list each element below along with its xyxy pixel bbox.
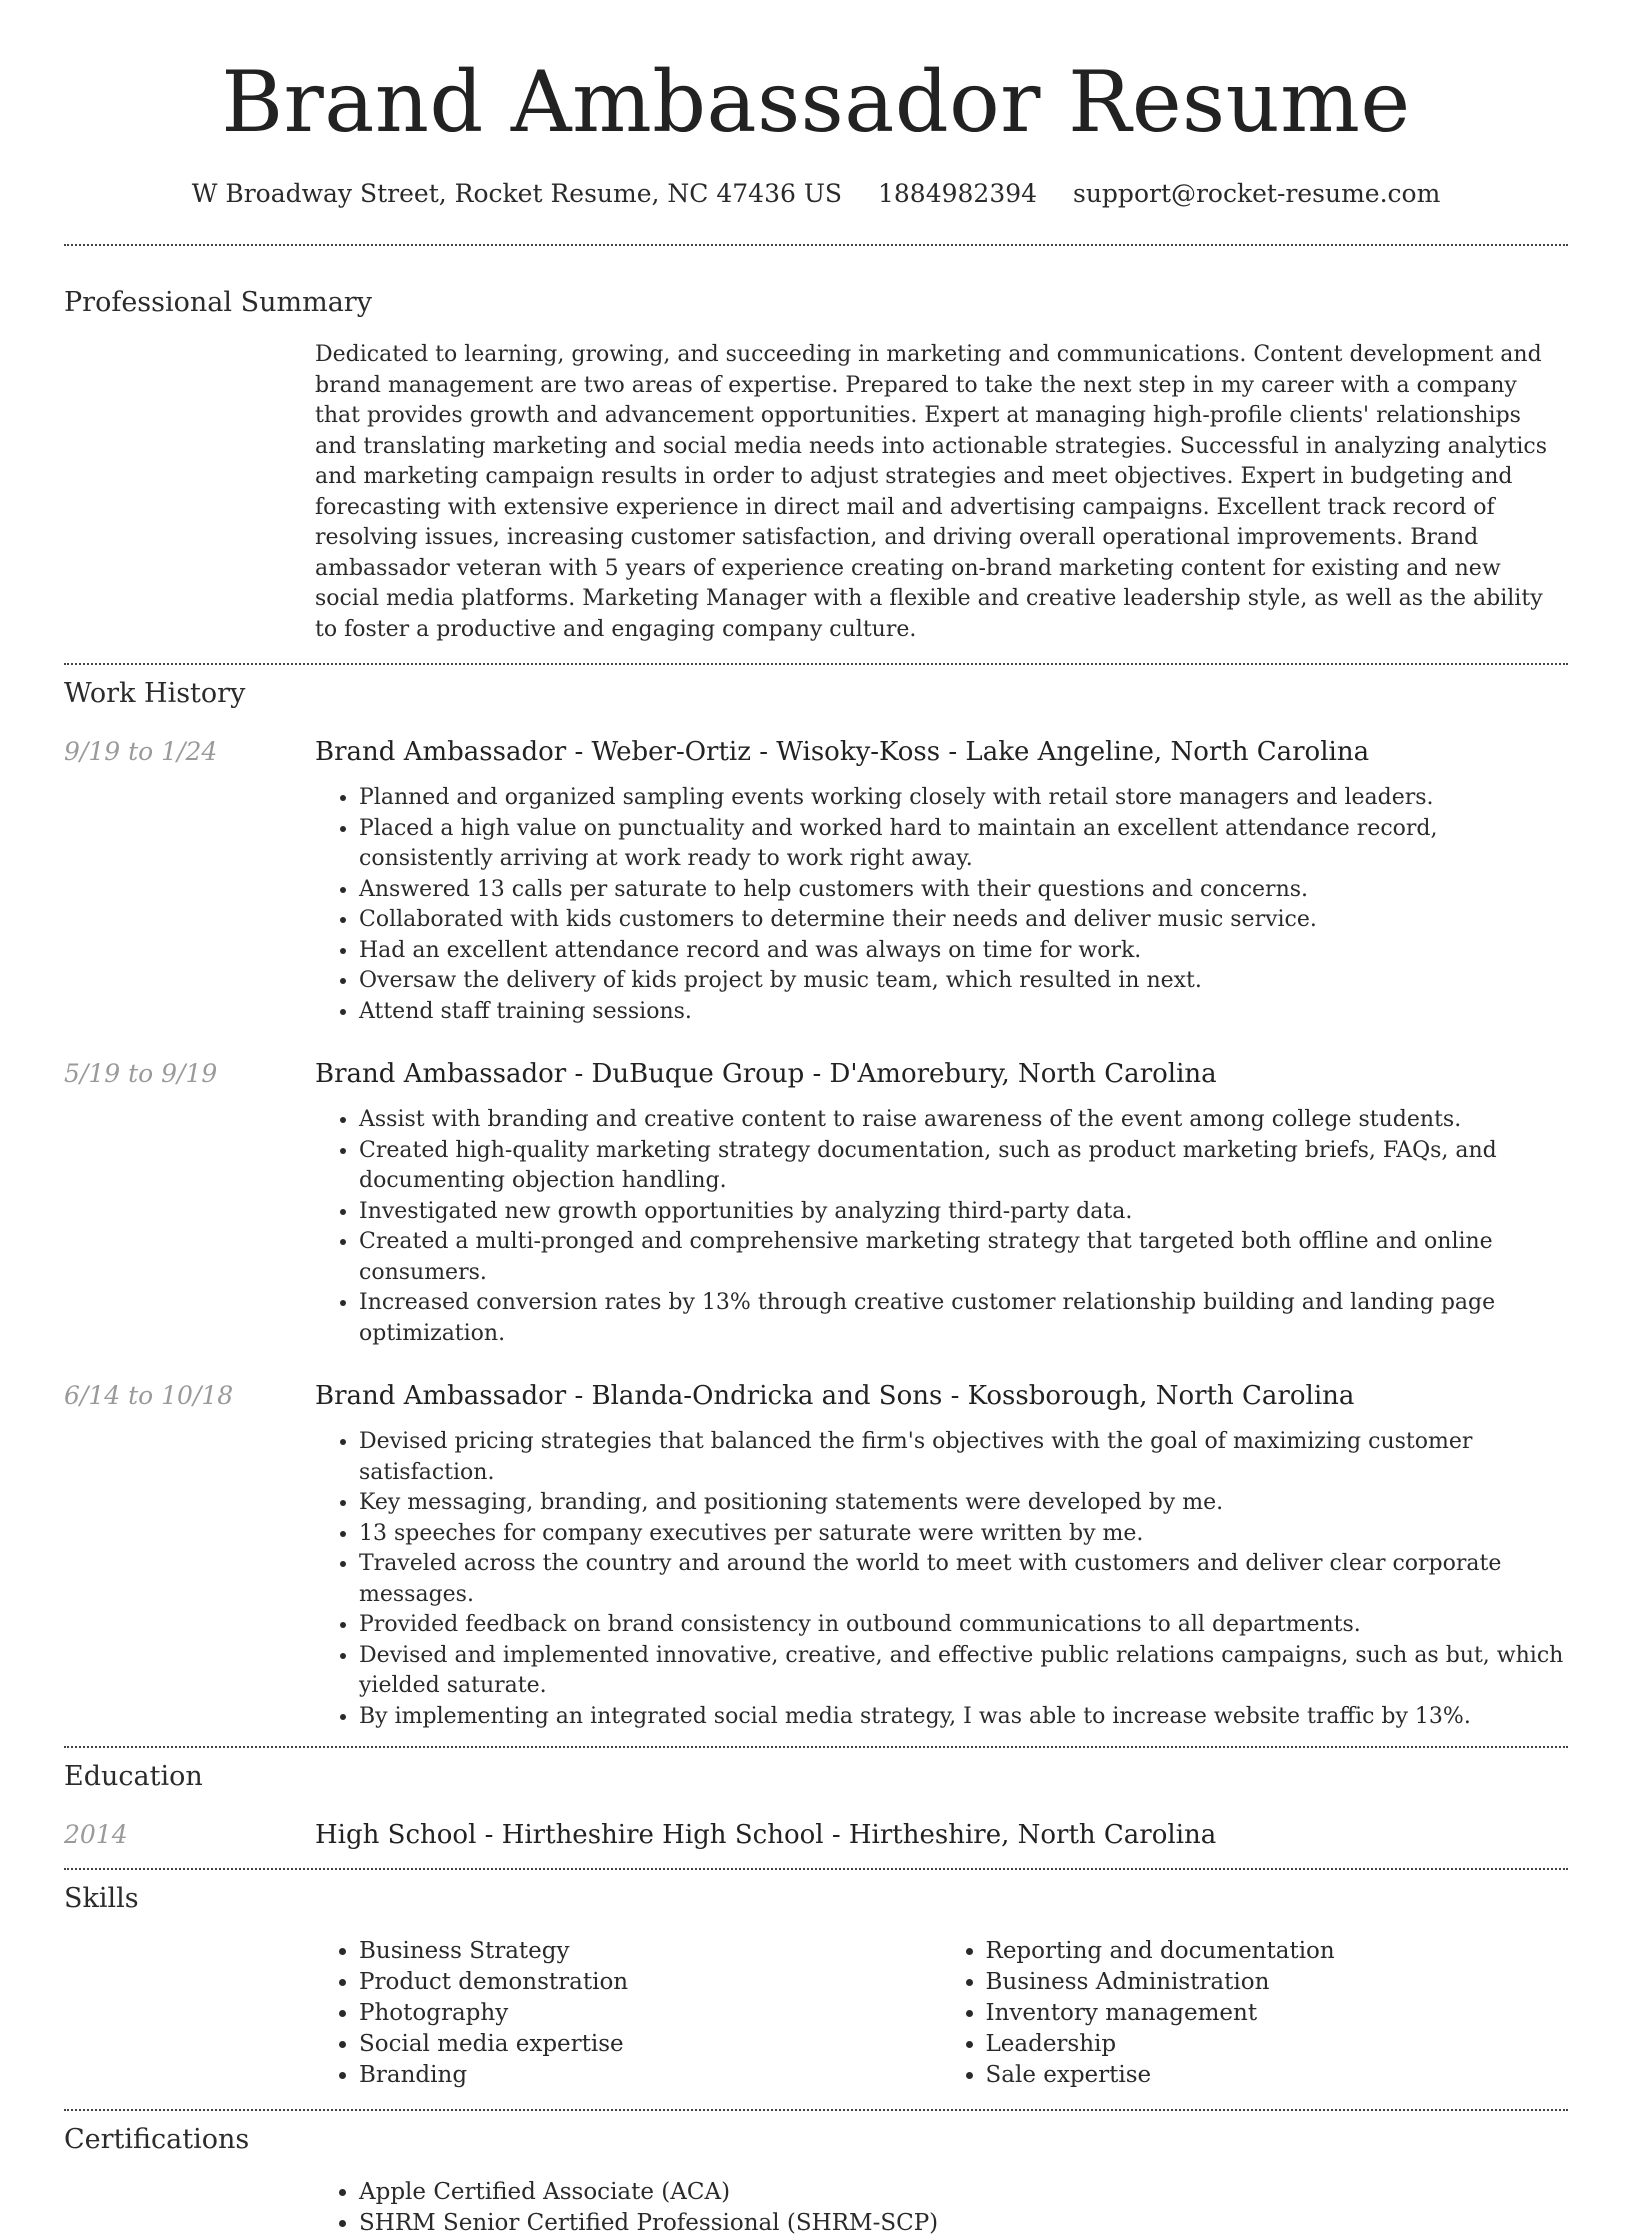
job-entry bbox=[64, 1057, 1568, 1349]
contact-address: W Broadway Street, Rocket Resume, NC 47436 US bbox=[191, 179, 843, 208]
skill-item: • Product demonstration bbox=[359, 1967, 942, 1998]
job-title: Brand Ambassador - DuBuque Group - D'Amorebury, North Carolina bbox=[315, 1059, 1217, 1089]
job-title: Brand Ambassador - Blanda-Ondricka and Sons - Kossborough, North Carolina bbox=[315, 1381, 1355, 1411]
list-item: • By implementing an integrated social media strategy, I was able to increase website traffic by 13%. bbox=[359, 1702, 1568, 1733]
list-item: • Placed a high value on punctuality and worked hard to maintain an excellent attendance record, consistently arriving at work ready to work right away. bbox=[359, 814, 1568, 875]
education-title: High School - Hirtheshire High School - Hirtheshire, North Carolina bbox=[315, 1820, 1217, 1850]
education-entry bbox=[64, 1818, 1568, 1852]
contact-phone: 1884982394 bbox=[877, 179, 1038, 208]
list-item: • Assist with branding and creative content to raise awareness of the event among college students. bbox=[359, 1105, 1568, 1136]
certifications-heading: Certifications bbox=[64, 2124, 250, 2155]
skill-item: • Reporting and documentation bbox=[986, 1936, 1569, 1967]
list-item: • Investigated new growth opportunities by analyzing third-party data. bbox=[359, 1197, 1568, 1228]
list-item: • Planned and organized sampling events working closely with retail store managers and leaders. bbox=[359, 783, 1568, 814]
job-date: 5/19 to 9/19 bbox=[64, 1059, 218, 1088]
education-date: 2014 bbox=[64, 1820, 128, 1849]
job-title: Brand Ambassador - Weber-Ortiz - Wisoky-Koss - Lake Angeline, North Carolina bbox=[315, 737, 1370, 767]
list-item: • Devised pricing strategies that balanced the firm's objectives with the goal of maximizing customer satisfaction. bbox=[359, 1427, 1568, 1488]
skills-column-left bbox=[315, 1936, 942, 2091]
list-item: • Collaborated with kids customers to determine their needs and deliver music service. bbox=[359, 905, 1568, 936]
certification-item: • SHRM Senior Certified Professional (SHRM-SCP) bbox=[359, 2208, 1568, 2239]
list-item: • Provided feedback on brand consistency in outbound communications to all departments. bbox=[359, 1610, 1568, 1641]
divider bbox=[64, 1746, 1568, 1748]
list-item: • Attend staff training sessions. bbox=[359, 997, 1568, 1028]
skill-item: • Branding bbox=[359, 2060, 942, 2091]
summary-text: Dedicated to learning, growing, and succeeding in marketing and communications. Content development and brand management are two areas of expertise. Prepared to take the next step in my career with a company that provides growth and advancement opportunities. Expert at managing high-profile clients' relationships and translating marketing and social media needs into actionable strategies. Successful in analyzing analytics and marketing campaign results in order to adjust strategies and meet objectives. Expert in budgeting and forecasting with extensive experience in direct mail and advertising campaigns. Excellent track record of resolving issues, increasing customer satisfaction, and driving overall operational improvements. Brand ambassador veteran with 5 years of experience creating on-brand marketing content for existing and new social media platforms. Marketing Manager with a flexible and creative leadership style, as well as the ability to foster a productive and engaging company culture. bbox=[315, 342, 1548, 642]
job-entry bbox=[64, 735, 1568, 1027]
education-heading: Education bbox=[64, 1761, 203, 1792]
skills-column-right bbox=[942, 1936, 1569, 2091]
list-item: • Answered 13 calls per saturate to help customers with their questions and concerns. bbox=[359, 875, 1568, 906]
skill-item: • Sale expertise bbox=[986, 2060, 1569, 2091]
list-item: • Devised and implemented innovative, creative, and effective public relations campaigns, such as but, which yielded saturate. bbox=[359, 1641, 1568, 1702]
contact-line bbox=[64, 178, 1568, 210]
divider bbox=[64, 244, 1568, 246]
certifications-list bbox=[315, 2177, 1568, 2239]
skills-list bbox=[315, 1936, 1568, 2091]
skill-item: • Leadership bbox=[986, 2029, 1569, 2060]
contact-email[interactable]: support@rocket-resume.com bbox=[1073, 179, 1441, 208]
divider bbox=[64, 2109, 1568, 2111]
job-date: 6/14 to 10/18 bbox=[64, 1381, 234, 1410]
skill-item: • Business Administration bbox=[986, 1967, 1569, 1998]
list-item: • Key messaging, branding, and positioning statements were developed by me. bbox=[359, 1488, 1568, 1519]
skill-item: • Business Strategy bbox=[359, 1936, 942, 1967]
job-date: 9/19 to 1/24 bbox=[64, 737, 218, 766]
skill-item: • Photography bbox=[359, 1998, 942, 2029]
skill-item: • Social media expertise bbox=[359, 2029, 942, 2060]
list-item: • Had an excellent attendance record and was always on time for work. bbox=[359, 936, 1568, 967]
summary-heading: Professional Summary bbox=[64, 287, 372, 318]
certification-item: • Apple Certified Associate (ACA) bbox=[359, 2177, 1568, 2208]
list-item: • Created a multi-pronged and comprehensive marketing strategy that targeted both offline and online consumers. bbox=[359, 1227, 1568, 1288]
list-item: • Increased conversion rates by 13% through creative customer relationship building and landing page optimization. bbox=[359, 1288, 1568, 1349]
divider bbox=[64, 663, 1568, 665]
job-bullets bbox=[315, 783, 1568, 1027]
list-item: • Traveled across the country and around the world to meet with customers and deliver clear corporate messages. bbox=[359, 1549, 1568, 1610]
certifications-bullets bbox=[315, 2177, 1568, 2239]
resume-title: Brand Ambassador Resume bbox=[221, 53, 1411, 151]
resume-page bbox=[64, 0, 1568, 2239]
divider bbox=[64, 1868, 1568, 1870]
list-item: • 13 speeches for company executives per saturate were written by me. bbox=[359, 1519, 1568, 1550]
skill-item: • Inventory management bbox=[986, 1998, 1569, 2029]
skills-heading: Skills bbox=[64, 1883, 139, 1914]
job-bullets bbox=[315, 1105, 1568, 1349]
job-bullets bbox=[315, 1427, 1568, 1732]
list-item: • Created high-quality marketing strategy documentation, such as product marketing briefs, FAQs, and documenting objection handling. bbox=[359, 1136, 1568, 1197]
job-entry bbox=[64, 1379, 1568, 1732]
list-item: • Oversaw the delivery of kids project by music team, which resulted in next. bbox=[359, 966, 1568, 997]
work-history-heading: Work History bbox=[64, 678, 246, 709]
